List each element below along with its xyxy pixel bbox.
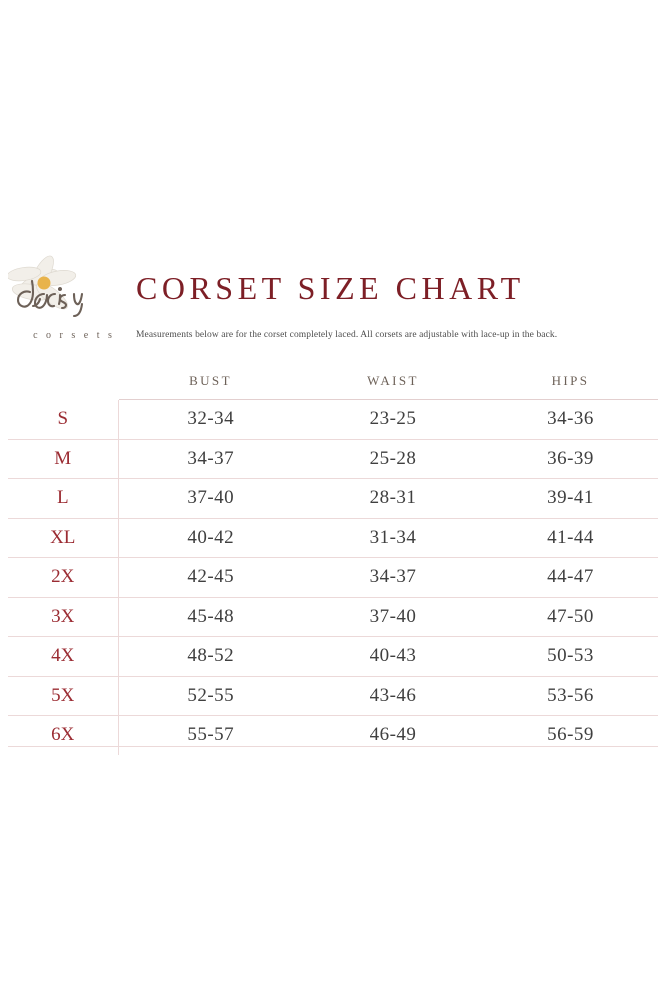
cell-waist: 34-37 (303, 558, 483, 598)
cell-bust: 55-57 (118, 716, 303, 755)
cell-bust: 48-52 (118, 637, 303, 677)
cell-waist: 40-43 (303, 637, 483, 677)
page-title: CORSET SIZE CHART (136, 270, 525, 306)
cell-waist: 25-28 (303, 439, 483, 479)
table-row (8, 716, 658, 755)
cell-hips: 36-39 (483, 439, 658, 479)
cell-bust: 42-45 (118, 558, 303, 598)
cell-size: L (8, 479, 118, 519)
cell-size: 3X (8, 597, 118, 637)
table-row (8, 597, 658, 637)
column-header-size (8, 363, 118, 400)
cell-bust: 37-40 (118, 479, 303, 519)
brand-logo (8, 252, 133, 352)
cell-size: 5X (8, 676, 118, 716)
chart-note: Measurements below are for the corset completely laced. All corsets are adjustable with lace-up in the back. (136, 330, 558, 340)
cell-size: S (8, 400, 118, 440)
table-bottom-rule (8, 746, 658, 747)
brand-subtext: c o r s e t s (33, 330, 115, 341)
column-header-bust: BUST (118, 363, 303, 400)
cell-hips: 47-50 (483, 597, 658, 637)
cell-bust: 40-42 (118, 518, 303, 558)
cell-bust: 34-37 (118, 439, 303, 479)
table-row (8, 676, 658, 716)
cell-waist: 28-31 (303, 479, 483, 519)
table-row (8, 400, 658, 440)
table-row (8, 479, 658, 519)
cell-hips: 39-41 (483, 479, 658, 519)
table-row (8, 558, 658, 598)
cell-hips: 34-36 (547, 408, 594, 430)
cell-hips: 50-53 (483, 637, 658, 677)
cell-waist: 31-34 (303, 518, 483, 558)
cell-waist: 37-40 (303, 597, 483, 637)
cell-size: 4X (8, 637, 118, 677)
cell-size: 2X (8, 558, 118, 598)
cell-hips: 53-56 (483, 676, 658, 716)
table-row (8, 439, 658, 479)
daisy-flower-icon (8, 252, 133, 330)
cell-hips: 41-44 (483, 518, 658, 558)
cell-waist: 46-49 (303, 716, 483, 755)
size-chart-table (8, 363, 658, 755)
column-header-waist: WAIST (303, 363, 483, 400)
cell-bust: 32-34 (187, 408, 235, 430)
chart-header (0, 248, 666, 358)
cell-hips: 56-59 (483, 716, 658, 755)
cell-size: 6X (8, 716, 118, 755)
cell-waist: 23-25 (369, 408, 417, 430)
table-header-row (8, 363, 658, 400)
cell-waist: 43-46 (303, 676, 483, 716)
column-header-hips: HIPS (483, 363, 658, 400)
cell-bust: 45-48 (118, 597, 303, 637)
cell-hips: 44-47 (483, 558, 658, 598)
cell-bust: 52-55 (118, 676, 303, 716)
cell-size: M (8, 439, 118, 479)
table-row (8, 637, 658, 677)
cell-size: XL (8, 518, 118, 558)
table-row (8, 518, 658, 558)
